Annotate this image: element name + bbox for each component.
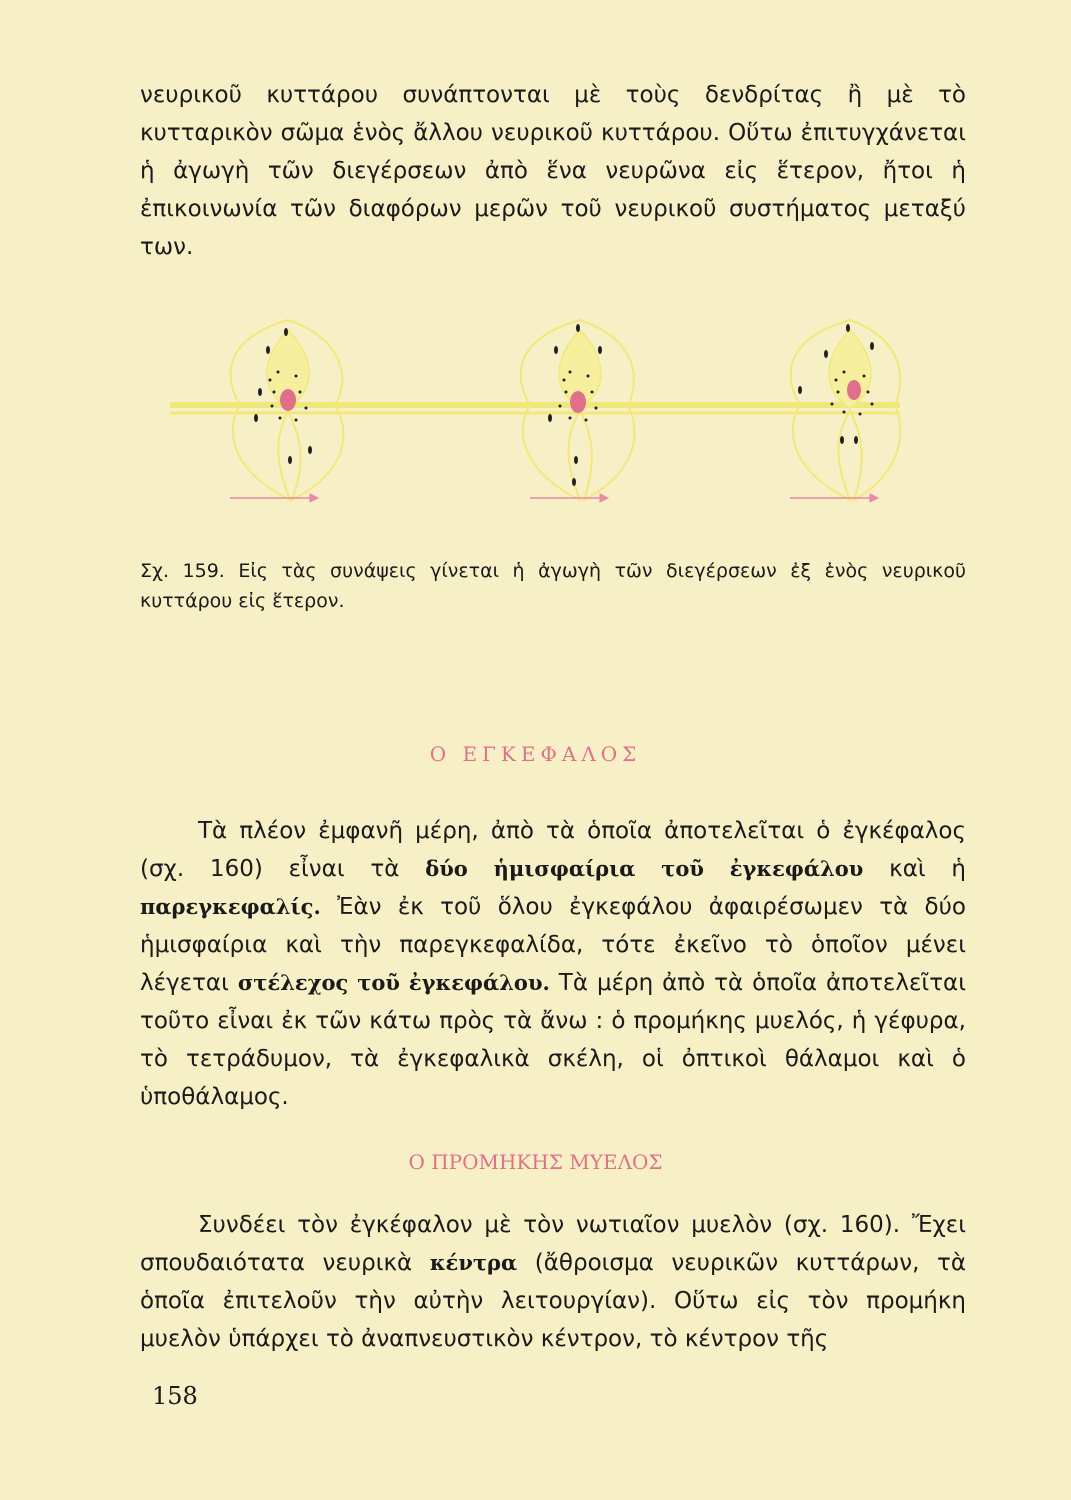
text-run: Τὰ πλέον ἐμφανῆ μέρη, ἀπὸ τὰ ὁποῖα ἀποτελεῖται ὁ ἐγκέφαλος (σχ. 160) εἶναι τὰ — [140, 818, 966, 882]
neuron-cell-2 — [521, 320, 635, 500]
page-number: 158 — [152, 1382, 198, 1410]
neuron-cell-1 — [231, 320, 344, 500]
text-run: Συνδέει τὸν ἐγκέφαλον μὲ τὸν νωτιαῖον μυελὸν (σχ. 160). Ἔχει σπουδαιότατα νευρικὰ — [140, 1212, 966, 1276]
section-heading-medulla: Ο ΠΡΟΜΗΚΗΣ ΜΥΕΛΟΣ — [408, 1150, 663, 1174]
text-run: Τὰ μέρη ἀπὸ τὰ ὁποῖα ἀποτελεῖται τοῦτο εἶναι ἐκ τῶν κάτω πρὸς τὰ ἄνω : ὁ προμήκης μυελός, ἡ γέφυρα, τὸ τετράδυμον, τὰ ἐγκεφαλικὰ σκέλη, οἱ ὀπτικοὶ θάλαμοι καὶ ὁ ὑποθάλαμος. — [140, 970, 966, 1110]
section-heading-brain: Ο ΕΓΚΕΦΑΛΟΣ — [429, 742, 642, 766]
figure-159-synapse-illustration — [160, 300, 920, 520]
neuron-cell-3 — [791, 320, 900, 500]
figure-caption: Σχ. 159. Εἰς τὰς συνάψεις γίνεται ἡ ἀγωγὴ τῶν διεγέρσεων ἐξ ἑνὸς νευρικοῦ κυττάρου εἰς ἕτερον. — [140, 560, 966, 612]
bold-term-cerebellum: παρεγκεφαλίς. — [140, 894, 321, 919]
bold-term-centers: κέντρα — [429, 1250, 518, 1275]
text-run: Ἐὰν ἐκ τοῦ ὅλου ἐγκεφάλου ἀφαιρέσωμεν τὰ δύο ἡμισφαίρια καὶ τὴν παρεγκεφαλίδα, τότε ἐκεῖνο τὸ ὁποῖον μένει λέγεται — [140, 894, 966, 996]
neuron-chain — [170, 405, 900, 413]
direction-arrows — [230, 494, 878, 502]
text-run: καὶ ἡ — [863, 856, 967, 882]
paragraph-medulla — [140, 1206, 966, 1358]
text-run: (ἄθροισμα νευρικῶν κυττάρων, τὰ ὁποῖα ἐπιτελοῦν τὴν αὐτὴν λειτουργίαν). Οὕτω εἰς τὸν προμήκη μυελὸν ὑπάρχει τὸ ἀναπνευστικὸν κέντρον, τὸ κέντρον τῆς — [140, 1250, 966, 1352]
bold-term-hemispheres: δύο ἡμισφαίρια τοῦ ἐγκεφάλου — [425, 856, 864, 881]
paragraph-neurons: νευρικοῦ κυττάρου συνάπτονται μὲ τοὺς δενδρίτας ἢ μὲ τὸ κυτταρικὸν σῶμα ἑνὸς ἄλλου νευρικοῦ κυττάρου. Οὕτω ἐπιτυγχάνεται ἡ ἀγωγὴ τῶν διεγέρσεων ἀπὸ ἕνα νευρῶνα εἰς ἕτερον, ἤτοι ἡ ἐπικοινωνία τῶν διαφόρων μερῶν τοῦ νευρικοῦ συστήματος μεταξύ των. — [140, 82, 966, 260]
paragraph-brain — [140, 812, 966, 1116]
bold-term-brainstem: στέλεχος τοῦ ἐγκεφάλου. — [237, 970, 550, 995]
